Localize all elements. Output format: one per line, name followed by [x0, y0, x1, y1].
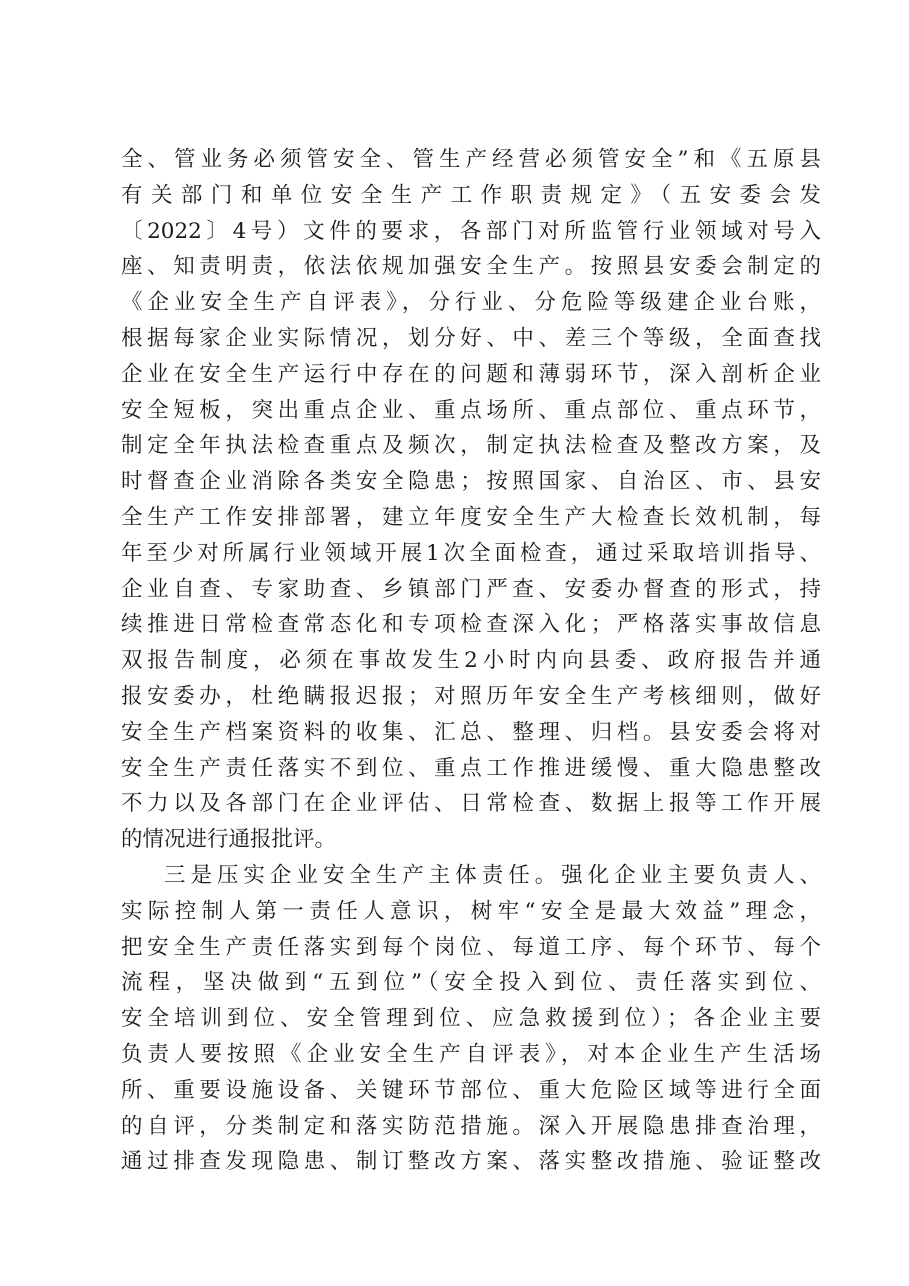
text-line: 《企业安全生产自评表》，分行业、分危险等级建企业台账，	[121, 290, 821, 316]
text-line: 企业在安全生产运行中存在的问题和薄弱环节，深入剖析企业	[121, 361, 821, 387]
text-line: 根据每家企业实际情况，划分好、中、差三个等级，全面查找	[121, 325, 821, 351]
body-text	[121, 142, 821, 1180]
text-line: 流程，坚决做到“五到位”（安全投入到位、责任落实到位、	[121, 970, 821, 996]
paragraph-1	[121, 142, 821, 858]
text-line: 实际控制人第一责任人意识，树牢“安全是最大效益”理念，	[121, 898, 821, 924]
paragraph-2	[121, 858, 821, 1180]
text-line: 安全短板，突出重点企业、重点场所、重点部位、重点环节，	[121, 397, 821, 423]
text-line: 座、知责明责，依法依规加强安全生产。按照县安委会制定的	[121, 254, 821, 280]
text-line: 三是压实企业安全生产主体责任。强化企业主要负责人、	[164, 862, 821, 888]
text-line: 〔2022〕4号）文件的要求，各部门对所监管行业领域对号入	[121, 218, 821, 244]
text-line: 企业自查、专家助查、乡镇部门严查、安委办督查的形式，持	[121, 576, 821, 602]
text-line: 的自评，分类制定和落实防范措施。深入开展隐患排查治理，	[121, 1113, 821, 1139]
text-line: 制定全年执法检查重点及频次，制定执法检查及整改方案，及	[121, 433, 821, 459]
text-line: 所、重要设施设备、关键环节部位、重大危险区域等进行全面	[121, 1077, 821, 1103]
text-line: 有关部门和单位安全生产工作职责规定》（五安委会发	[121, 182, 821, 208]
text-line: 年至少对所属行业领域开展1次全面检查，通过采取培训指导、	[121, 540, 821, 566]
text-line: 全生产工作安排部署，建立年度安全生产大检查长效机制，每	[121, 504, 821, 530]
text-line: 全、管业务必须管安全、管生产经营必须管安全”和《五原县	[121, 147, 821, 172]
text-line: 安全生产责任落实不到位、重点工作推进缓慢、重大隐患整改	[121, 755, 821, 781]
text-line: 通过排查发现隐患、制订整改方案、落实整改措施、验证整改	[121, 1149, 821, 1175]
text-line: 报安委办，杜绝瞒报迟报；对照历年安全生产考核细则，做好	[121, 683, 821, 709]
text-line: 把安全生产责任落实到每个岗位、每道工序、每个环节、每个	[121, 934, 821, 960]
text-line: 双报告制度，必须在事故发生2小时内向县委、政府报告并通	[121, 648, 821, 674]
text-line: 时督查企业消除各类安全隐患；按照国家、自治区、市、县安	[121, 469, 821, 495]
text-line: 安全培训到位、安全管理到位、应急救援到位）；各企业主要	[121, 1006, 821, 1032]
text-line: 续推进日常检查常态化和专项检查深入化；严格落实事故信息	[121, 612, 821, 638]
text-line: 安全生产档案资料的收集、汇总、整理、归档。县安委会将对	[121, 719, 821, 745]
text-line: 的情况进行通报批评。	[121, 827, 337, 853]
text-line: 负责人要按照《企业安全生产自评表》，对本企业生产生活场	[121, 1041, 821, 1067]
text-line: 不力以及各部门在企业评估、日常检查、数据上报等工作开展	[121, 791, 821, 817]
